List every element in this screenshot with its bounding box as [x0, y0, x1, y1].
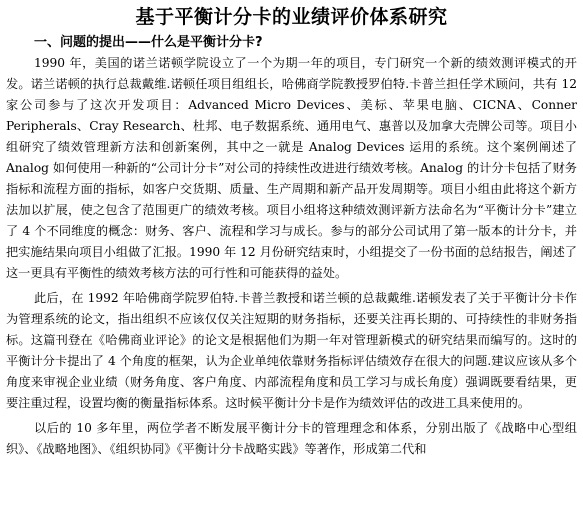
body-paragraph-2: 此后，在 1992 年哈佛商学院罗伯特.卡普兰教授和诺兰顿的总裁戴维.诺顿发表了关于平衡计分卡作为管理系统的论文，指出组织不应该仅仅关注短期的财务指标，还要关注再长期的、可持续性的非财务指标。这篇刊登在《哈佛商业评论》的论文是根据他们为期一年对管理新模式的研究结果而编写的。这时的平衡计分卡提出了 4 个角度的框架，认为企业单纯依靠财务指标评估绩效存在很大的问题.建议应该从多个角度来审视企业业绩（财务角度、客户角度、内部流程角度和员工学习与成长角度）强调既要看结果，更要注重过程，设置均衡的衡量指标体系。这时候平衡计分卡是作为绩效评估的改进工具来使用的。: [6, 291, 577, 410]
body-paragraph-1: 1990 年，美国的诺兰诺顿学院设立了一个为期一年的项目，专门研究一个新的绩效测评模式的开发。诺兰诺顿的执行总裁戴维.诺顿任项目组组长，哈佛商学院教授罗伯特.卡普兰担任学术顾问，共有 12 家公司参与了这次开发项目：Advanced Micro Devices、美标、苹果电脑、CICNA、Conner Peripherals、Cray Research、杜邦、电子数据系统、通用电气、惠普以及加拿大壳牌公司等。项目小组研究了绩效管理新方法和创新案例，其中之一就是 Analog Devices 运用的系统。这个案例阐述了 Analog 如何使用一种新的“公司计分卡”对公司的持续性改进进行绩效考核。Analog 的计分卡包括了财务指标和流程方面的指标，如客户交货期、质量、生产周期和新产品开发周期等。项目小组由此将这个新方法加以扩展，使之包含了范围更广的绩效考核。项目小组将这种绩效测评新方法命名为“平衡计分卡”建立了 4 个不同维度的概念：财务、客户、流程和学习与成长。参与的部分公司试用了第一版本的计分卡，并把实施结果向项目小组做了汇报。1990 年 12 月份研究结束时，小组提交了一份书面的总结报告，阐述了这一更具有平衡性的绩效考核方法的可行性和可能获得的益处。: [6, 56, 577, 280]
document-title: 基于平衡计分卡的业绩评价体系研究: [135, 6, 448, 28]
section-heading: 一、问题的提出——什么是平衡计分卡?: [34, 35, 263, 50]
body-paragraph-3: 以后的 10 多年里，两位学者不断发展平衡计分卡的管理理念和体系，分别出版了《战略中心型组织》、《战略地图》、《组织协同》《平衡计分卡战略实践》等著作，形成第二代和: [6, 421, 577, 456]
